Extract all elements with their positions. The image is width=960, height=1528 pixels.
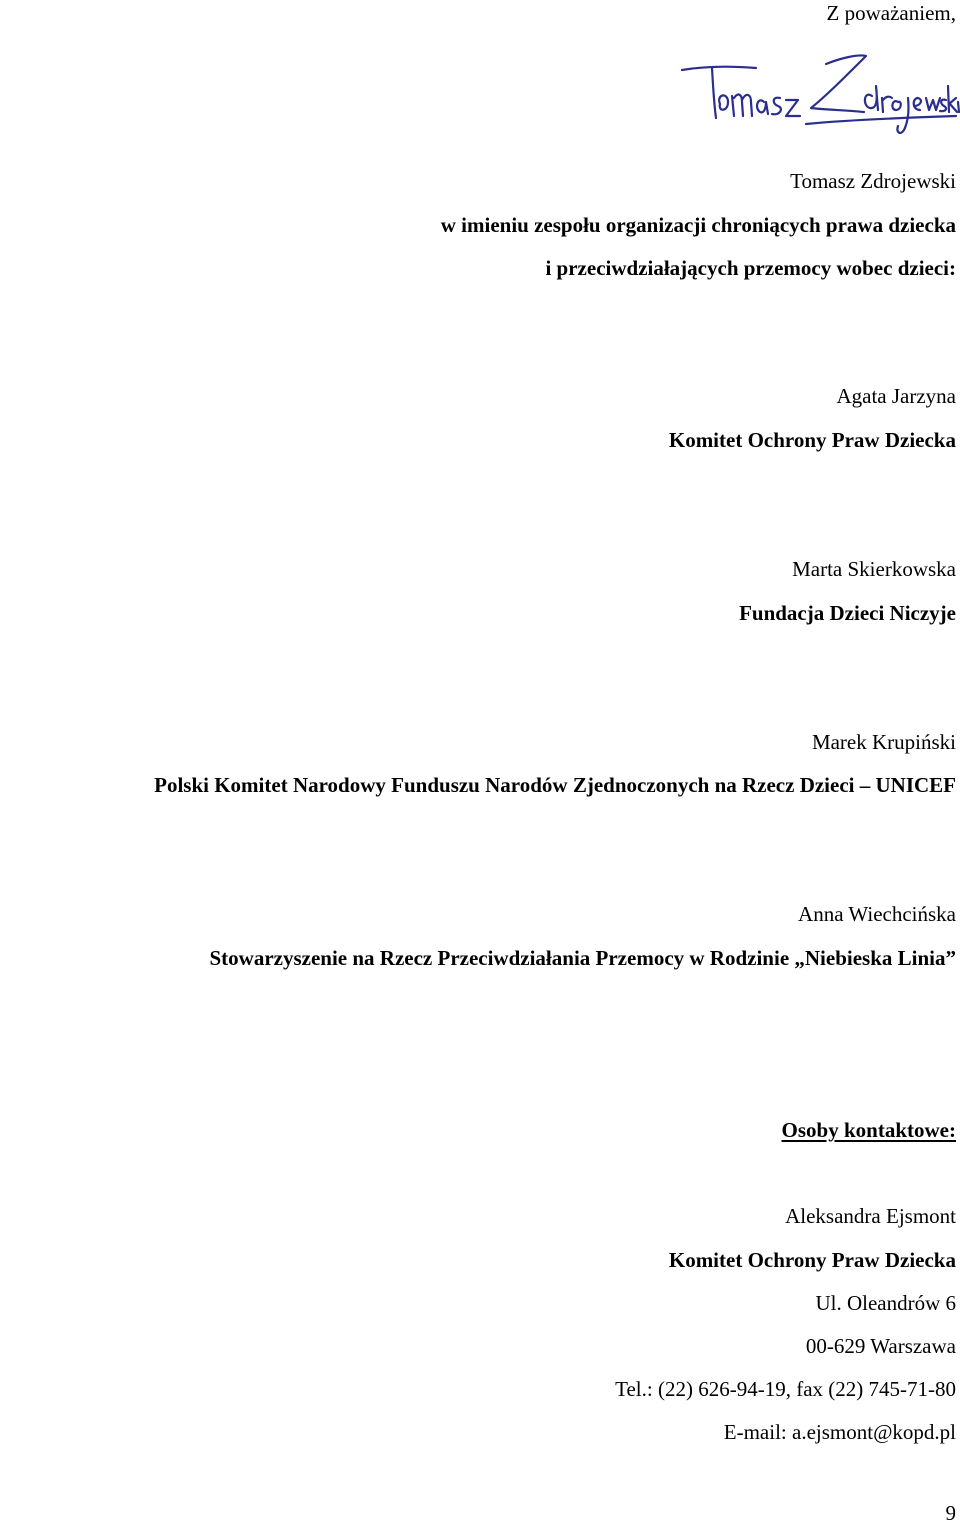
closing-text: Z poważaniem, [826, 1, 956, 25]
signer-role-line-1: w imieniu zespołu organizacji chroniących prawa dziecka [440, 213, 956, 237]
contact-street: Ul. Oleandrów 6 [815, 1291, 956, 1315]
signatory-organization: Polski Komitet Narodowy Funduszu Narodów Zjednoczonych na Rzecz Dzieci – UNICEF [154, 773, 956, 797]
signatory-name: Marek Krupiński [811, 730, 956, 754]
handwritten-signature [676, 46, 960, 146]
signer-role-line-2: i przeciwdziałających przemocy wobec dzieci: [545, 256, 956, 280]
signatory-name: Marta Skierkowska [792, 557, 956, 581]
contact-phone: Tel.: (22) 626-94-19, fax (22) 745-71-80 [615, 1377, 956, 1401]
signer-name: Tomasz Zdrojewski [790, 169, 956, 193]
page-number: 9 [945, 1501, 956, 1525]
signatory-organization: Komitet Ochrony Praw Dziecka [668, 428, 956, 452]
signatory-name: Anna Wiechcińska [798, 902, 956, 926]
contact-name: Aleksandra Ejsmont [785, 1204, 956, 1228]
contact-organization: Komitet Ochrony Praw Dziecka [668, 1248, 956, 1272]
contact-email: E-mail: a.ejsmont@kopd.pl [723, 1420, 956, 1444]
contact-city: 00-629 Warszawa [805, 1334, 956, 1358]
signatory-organization: Fundacja Dzieci Niczyje [739, 601, 956, 625]
contact-heading: Osoby kontaktowe: [781, 1118, 956, 1142]
signatory-organization: Stowarzyszenie na Rzecz Przeciwdziałania Przemocy w Rodzinie „Niebieska Linia” [209, 946, 956, 970]
signatory-name: Agata Jarzyna [836, 384, 956, 408]
